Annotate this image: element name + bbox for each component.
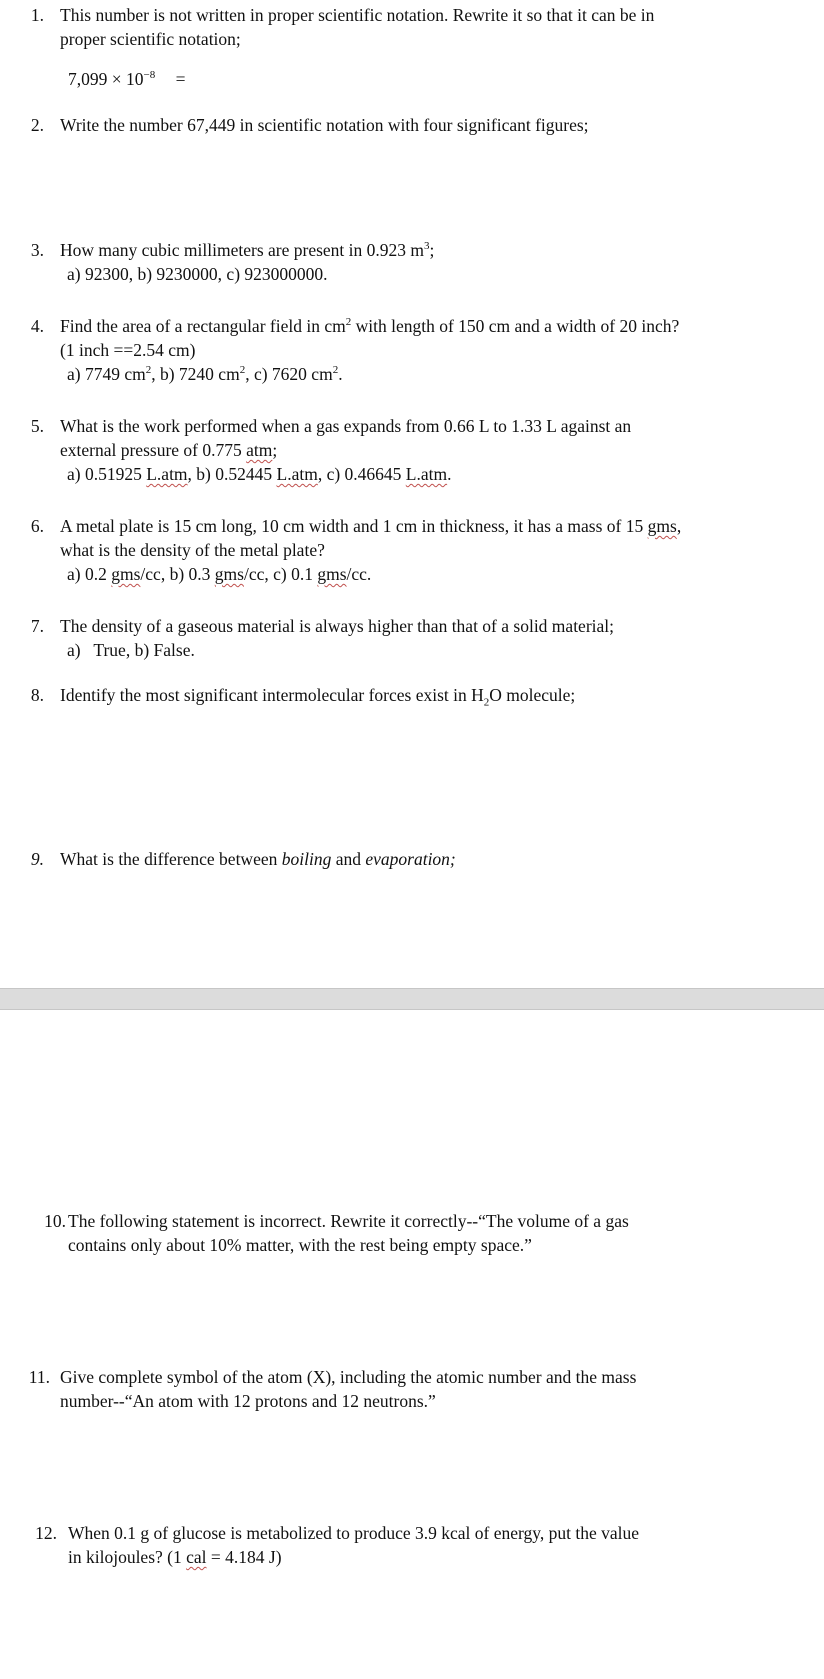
spellcheck-word: gms (317, 564, 347, 584)
text-segment: in kilojoules? (1 (68, 1547, 187, 1567)
question-line: proper scientific notation; (60, 29, 241, 49)
question-line: When 0.1 g of glucose is metabolized to produce 3.9 kcal of energy, put the value (68, 1523, 640, 1543)
question-number: 11. (28, 1367, 50, 1387)
question-line: Give complete symbol of the atom (X), including the atomic number and the mass (60, 1367, 637, 1387)
spellcheck-word: gms (214, 564, 244, 584)
text-segment: /cc. (346, 564, 372, 584)
question-line: (1 inch ==2.54 cm) (60, 340, 196, 360)
spellcheck-word: gms (647, 516, 677, 536)
question-text (68, 1521, 778, 1569)
question-line (60, 314, 770, 338)
question-number: 2. (30, 115, 44, 135)
text-segment: . (338, 364, 343, 384)
spellcheck-word: cal (186, 1547, 207, 1567)
superscript: 2 (145, 364, 152, 377)
expression-base: 7,099 × 10 (68, 69, 144, 89)
spellcheck-word: L.atm (276, 464, 318, 484)
text-segment: . (447, 464, 452, 484)
question-number: 3. (30, 240, 44, 260)
question-line: This number is not written in proper scientific notation. Rewrite it so that it can be in (60, 5, 655, 25)
option-c: , c) 0.46645 (317, 464, 406, 484)
option-b: , b) 7240 cm (151, 364, 240, 384)
option-a: a) 7749 cm (67, 364, 146, 384)
question-line (60, 238, 770, 262)
option-a: a) 0.51925 (67, 464, 147, 484)
question-text (60, 514, 770, 586)
question-line: what is the density of the metal plate? (60, 540, 325, 560)
question-line: What is the work performed when a gas expands from 0.66 L to 1.33 L against an (60, 416, 632, 436)
answer-options (67, 462, 770, 486)
question-line: number--“An atom with 12 protons and 12 neutrons.” (60, 1391, 436, 1411)
question-number: 7. (30, 616, 44, 636)
text-segment: A metal plate is 15 cm long, 10 cm width and 1 cm in thickness, it has a mass of 15 (60, 516, 648, 536)
question-text (60, 683, 770, 707)
italic-term: boiling (281, 849, 332, 869)
expression-exponent: −8 (143, 69, 156, 82)
question-line: contains only about 10% matter, with the rest being empty space.” (68, 1235, 532, 1255)
question-text (68, 1209, 778, 1257)
text-segment: ; (429, 240, 435, 260)
option-b: , b) 0.52445 (187, 464, 277, 484)
superscript: 2 (332, 364, 339, 377)
text-segment: Find the area of a rectangular field in cm (60, 316, 346, 336)
superscript: 2 (239, 364, 246, 377)
text-segment: How many cubic millimeters are present in 0.923 m (60, 240, 425, 260)
superscript: 2 (345, 316, 352, 329)
question-number: 4. (30, 316, 44, 336)
question-line: The following statement is incorrect. Rewrite it correctly--“The volume of a gas (68, 1211, 629, 1231)
question-number: 10. (44, 1211, 66, 1231)
answer-options (67, 562, 770, 586)
question-number: 8. (30, 685, 44, 705)
question-line (60, 438, 770, 462)
expression (68, 67, 185, 91)
question-number: 12. (35, 1523, 57, 1543)
page-separator (0, 988, 824, 1010)
equals-sign: = (175, 69, 186, 89)
subscript: 2 (483, 696, 490, 709)
text-segment: with length of 150 cm and a width of 20 inch? (351, 316, 680, 336)
text-segment: /cc, c) 0.1 (243, 564, 318, 584)
question-line (68, 1545, 778, 1569)
question-line: The density of a gaseous material is always higher than that of a solid material; (60, 616, 615, 636)
spellcheck-word: gms (111, 564, 141, 584)
answer-options: a) True, b) False. (67, 640, 195, 660)
text-segment: , (676, 516, 682, 536)
question-number: 9. (30, 849, 44, 869)
option-c: , c) 7620 cm (245, 364, 333, 384)
text-segment: and (331, 849, 366, 869)
spellcheck-word: L.atm (146, 464, 188, 484)
question-text (60, 3, 770, 51)
spellcheck-word: atm (246, 440, 273, 460)
answer-options (67, 362, 770, 386)
superscript: 3 (424, 240, 430, 253)
question-text (60, 238, 770, 286)
spellcheck-word: L.atm (405, 464, 448, 484)
question-number: 1. (30, 5, 44, 25)
answer-options: a) 92300, b) 9230000, c) 923000000. (67, 264, 328, 284)
question-number: 6. (30, 516, 44, 536)
text-segment: ; (272, 440, 278, 460)
text-segment: external pressure of 0.775 (60, 440, 247, 460)
question-text (60, 847, 770, 871)
text-segment: Identify the most significant intermolecular forces exist in H (60, 685, 484, 705)
text-segment: What is the difference between (60, 849, 282, 869)
text-segment: O molecule; (489, 685, 576, 705)
text-segment: = 4.184 J) (206, 1547, 282, 1567)
document-page-2 (0, 1010, 824, 1679)
question-text (60, 614, 770, 662)
question-line (60, 514, 770, 538)
text-segment: /cc, b) 0.3 (140, 564, 215, 584)
question-number: 5. (30, 416, 44, 436)
question-text: Write the number 67,449 in scientific notation with four significant figures; (60, 115, 589, 135)
question-text (60, 414, 770, 486)
option-a: a) 0.2 (67, 564, 112, 584)
italic-term: evaporation; (365, 849, 456, 869)
question-text (60, 314, 770, 386)
question-text (60, 1365, 770, 1413)
